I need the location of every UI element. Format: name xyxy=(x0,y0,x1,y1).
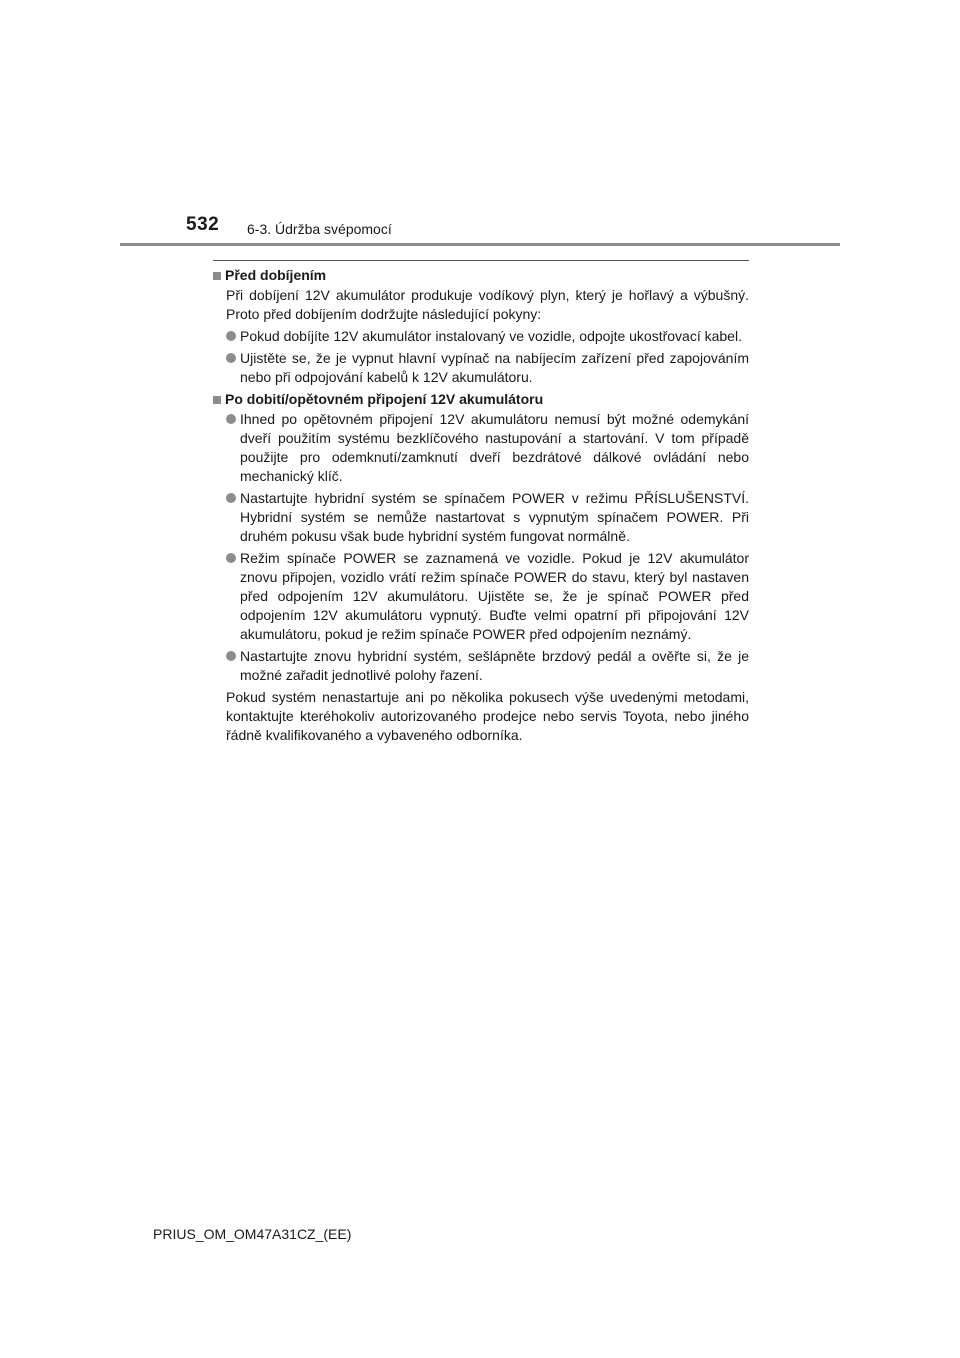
header-rule xyxy=(120,243,840,246)
round-bullet-icon xyxy=(226,651,236,661)
closing-paragraph: Pokud systém nenastartuje ani po několika pokusech výše uvedenými metodami, kontaktujte kteréhokoliv autorizovaného prodejce nebo servis Toyota, nebo jiného řádně kvalifikovaného a vybaveného odborníka. xyxy=(226,689,749,743)
list-item-text: Nastartujte hybridní systém se spínačem POWER v režimu PŘÍSLUŠENSTVÍ. Hybridní systém se nemůže nastartovat s vypnutým spínačem POWER. Při druhém pokusu však bude hybridní systém fungovat normálně. xyxy=(240,490,749,544)
page-number: 532 xyxy=(186,214,220,235)
chapter-title: 6-3. Údržba svépomocí xyxy=(247,221,392,237)
section-heading-text: Po dobití/opětovném připojení 12V akumulátoru xyxy=(225,391,544,407)
list-item xyxy=(213,549,749,644)
round-bullet-icon xyxy=(226,553,236,563)
list-item-text: Ihned po opětovném připojení 12V akumulátoru nemusí být možné odemykání dveří použitím systému bezklíčového nastupování a startování. V tom případě použijte pro odemknutí/zamknutí dveří bezdrátové dálkové ovládání nebo mechanický klíč. xyxy=(240,411,749,484)
list-item xyxy=(213,349,749,387)
list-item xyxy=(213,647,749,685)
section-heading-before-charging xyxy=(213,266,749,285)
list-item-text: Nastartujte znovu hybridní systém, sešlápněte brzdový pedál a ověřte si, že je možné zařadit jednotlivé polohy řazení. xyxy=(240,648,749,683)
list-item-text: Pokud dobíjíte 12V akumulátor instalovaný ve vozidle, odpojte ukostřovací kabel. xyxy=(240,328,742,344)
document-code: PRIUS_OM_OM47A31CZ_(EE) xyxy=(153,1226,352,1242)
section-heading-text: Před dobíjením xyxy=(225,267,327,283)
page-content xyxy=(213,266,749,745)
list-item xyxy=(213,410,749,486)
section-intro: Při dobíjení 12V akumulátor produkuje vodíkový plyn, který je hořlavý a výbušný. Proto před dobíjením dodržujte následující pokyny: xyxy=(226,287,749,322)
section-divider xyxy=(213,260,749,261)
round-bullet-icon xyxy=(226,493,236,503)
square-bullet-icon xyxy=(213,272,221,280)
list-item-text: Režim spínače POWER se zaznamená ve vozidle. Pokud je 12V akumulátor znovu připojen, vozidlo vrátí režim spínače POWER do stavu, který byl nastaven před odpojením 12V akumulátoru. Ujistěte se, že je spínač POWER před odpojením 12V akumulátoru vypnutý. Buďte velmi opatrní při připojování 12V akumulátoru, pokud je režim spínače POWER před odpojením neznámý. xyxy=(240,550,749,642)
list-item xyxy=(213,327,749,346)
section-heading-after-charging xyxy=(213,390,749,409)
round-bullet-icon xyxy=(226,331,236,341)
round-bullet-icon xyxy=(226,353,236,363)
list-item-text: Ujistěte se, že je vypnut hlavní vypínač na nabíjecím zařízení před zapojováním nebo při odpojování kabelů k 12V akumulátoru. xyxy=(240,350,749,385)
round-bullet-icon xyxy=(226,414,236,424)
list-item xyxy=(213,489,749,546)
square-bullet-icon xyxy=(213,396,221,404)
